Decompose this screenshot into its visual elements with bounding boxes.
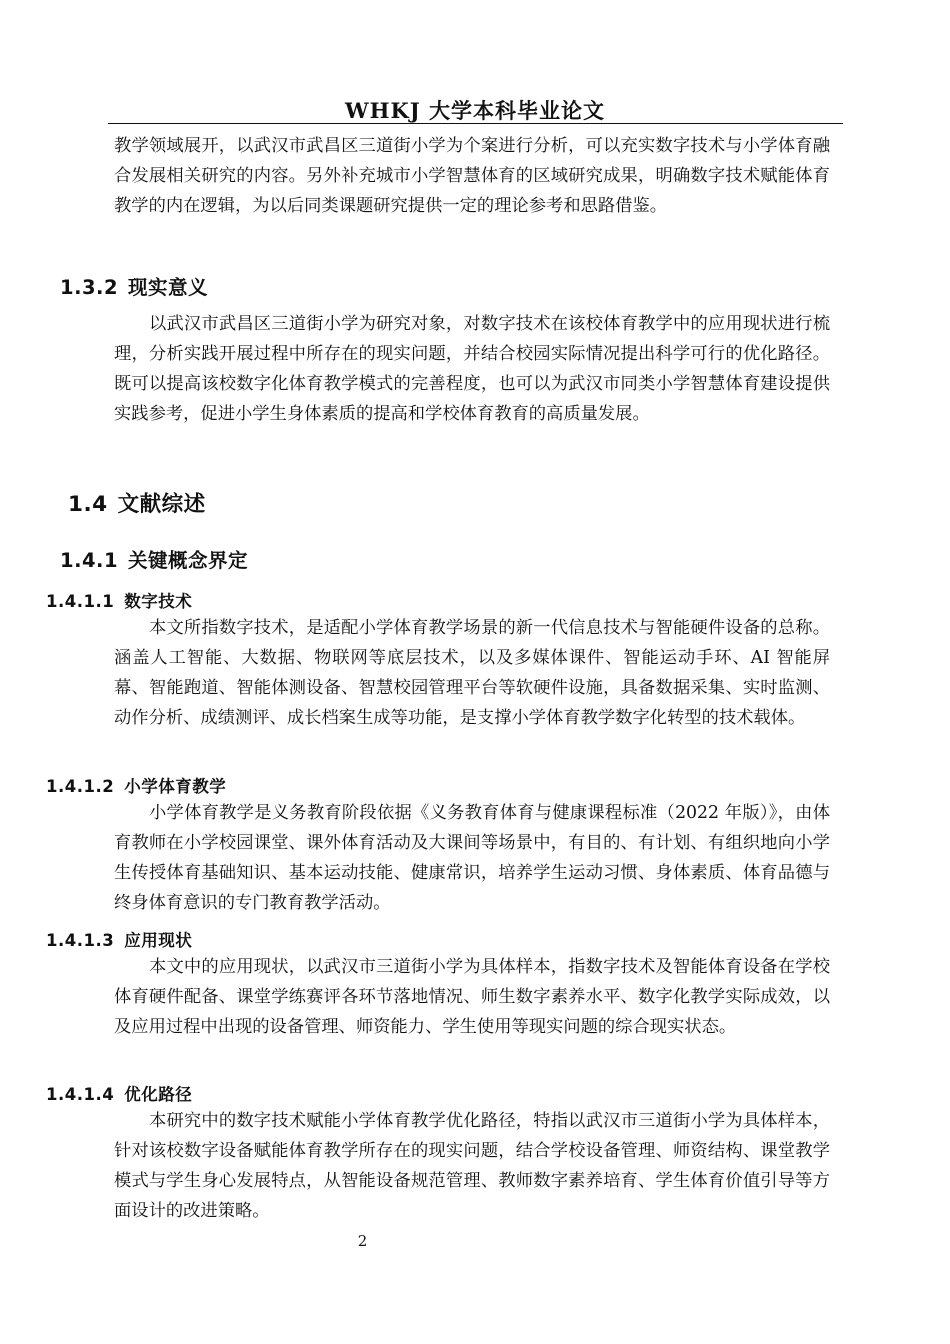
subsection-title: 优化路径 [124,1085,193,1104]
subsection-1-4-1-1-paragraph: 本文所指数字技术，是适配小学体育教学场景的新一代信息技术与智能硬件设备的总称。涵盖人工智能、大数据、物联网等底层技术，以及多媒体课件、智能运动手环、AI 智能屏幕、智能跑道、智能体测设备、智慧校园管理平台等软硬件设施，具备数据采集、实时监测、动作分析、成绩测评、成长档案生成等功能，是支撑小学体育教学数字化转型的技术载体。 [114,618,830,728]
page-number: 2 [357,1232,368,1250]
subsection-number: 1.4.1.2 [46,777,115,796]
section-number: 1.4.1 [60,549,119,572]
subsection-title: 数字技术 [124,592,193,611]
header-title: WHKJ 大学本科毕业论文 [345,98,605,123]
section-heading-1-3-2 [60,272,208,300]
section-title: 现实意义 [128,276,209,299]
section-title: 关键概念界定 [128,549,249,572]
section-1-3-2-paragraph: 以武汉市武昌区三道街小学为研究对象，对数字技术在该校体育教学中的应用现状进行梳理，分析实践开展过程中所存在的现实问题，并结合校园实际情况提出科学可行的优化路径。既可以提高该校数字化体育教学模式的完善程度，也可以为武汉市同类小学智慧体育建设提供实践参考，促进小学生身体素质的提高和学校体育教育的高质量发展。 [114,314,830,424]
subsection-heading-1-4-1-3 [46,927,192,951]
subsection-title: 应用现状 [124,931,193,950]
section-number: 1.4 [68,492,108,517]
subsection-1-4-1-3-paragraph: 本文中的应用现状，以武汉市三道街小学为具体样本，指数字技术及智能体育设备在学校体育硬件配备、课堂学练赛评各环节落地情况、师生数字素养水平、数字化教学实际成效，以及应用过程中出现的设备管理、师资能力、学生使用等现实问题的综合现实状态。 [114,957,830,1037]
subsection-number: 1.4.1.3 [46,931,115,950]
section-heading-1-4-1 [60,545,248,573]
section-number: 1.3.2 [60,276,119,299]
section-heading-1-4 [68,487,206,518]
subsection-title: 小学体育教学 [124,777,227,796]
subsection-1-4-1-4-paragraph: 本研究中的数字技术赋能小学体育教学优化路径，特指以武汉市三道街小学为具体样本，针对该校数字设备赋能体育教学所存在的现实问题，结合学校设备管理、师资结构、课堂教学模式与学生身心发展特点，从智能设备规范管理、教师数字素养培育、学生体育价值引导等方面设计的改进策略。 [114,1111,830,1221]
subsection-1-4-1-2-paragraph: 小学体育教学是义务教育阶段依据《义务教育体育与健康课程标准（2022 年版）》，由体育教师在小学校园课堂、课外体育活动及大课间等场景中，有目的、有计划、有组织地向小学生传授体育基础知识、基本运动技能、健康常识，培养学生运动习惯、身体素质、体育品德与终身体育意识的专门教育教学活动。 [114,803,830,913]
subsection-heading-1-4-1-4 [46,1081,192,1105]
intro-paragraph: 教学领域展开，以武汉市武昌区三道街小学为个案进行分析，可以充实数字技术与小学体育融合发展相关研究的内容。另外补充城市小学智慧体育的区域研究成果，明确数字技术赋能体育教学的内在逻辑，为以后同类课题研究提供一定的理论参考和思路借鉴。 [114,136,830,216]
header-rule [108,123,843,124]
subsection-number: 1.4.1.4 [46,1085,115,1104]
section-title: 文献综述 [117,492,206,517]
subsection-heading-1-4-1-1 [46,588,192,612]
subsection-number: 1.4.1.1 [46,592,115,611]
subsection-heading-1-4-1-2 [46,773,226,797]
